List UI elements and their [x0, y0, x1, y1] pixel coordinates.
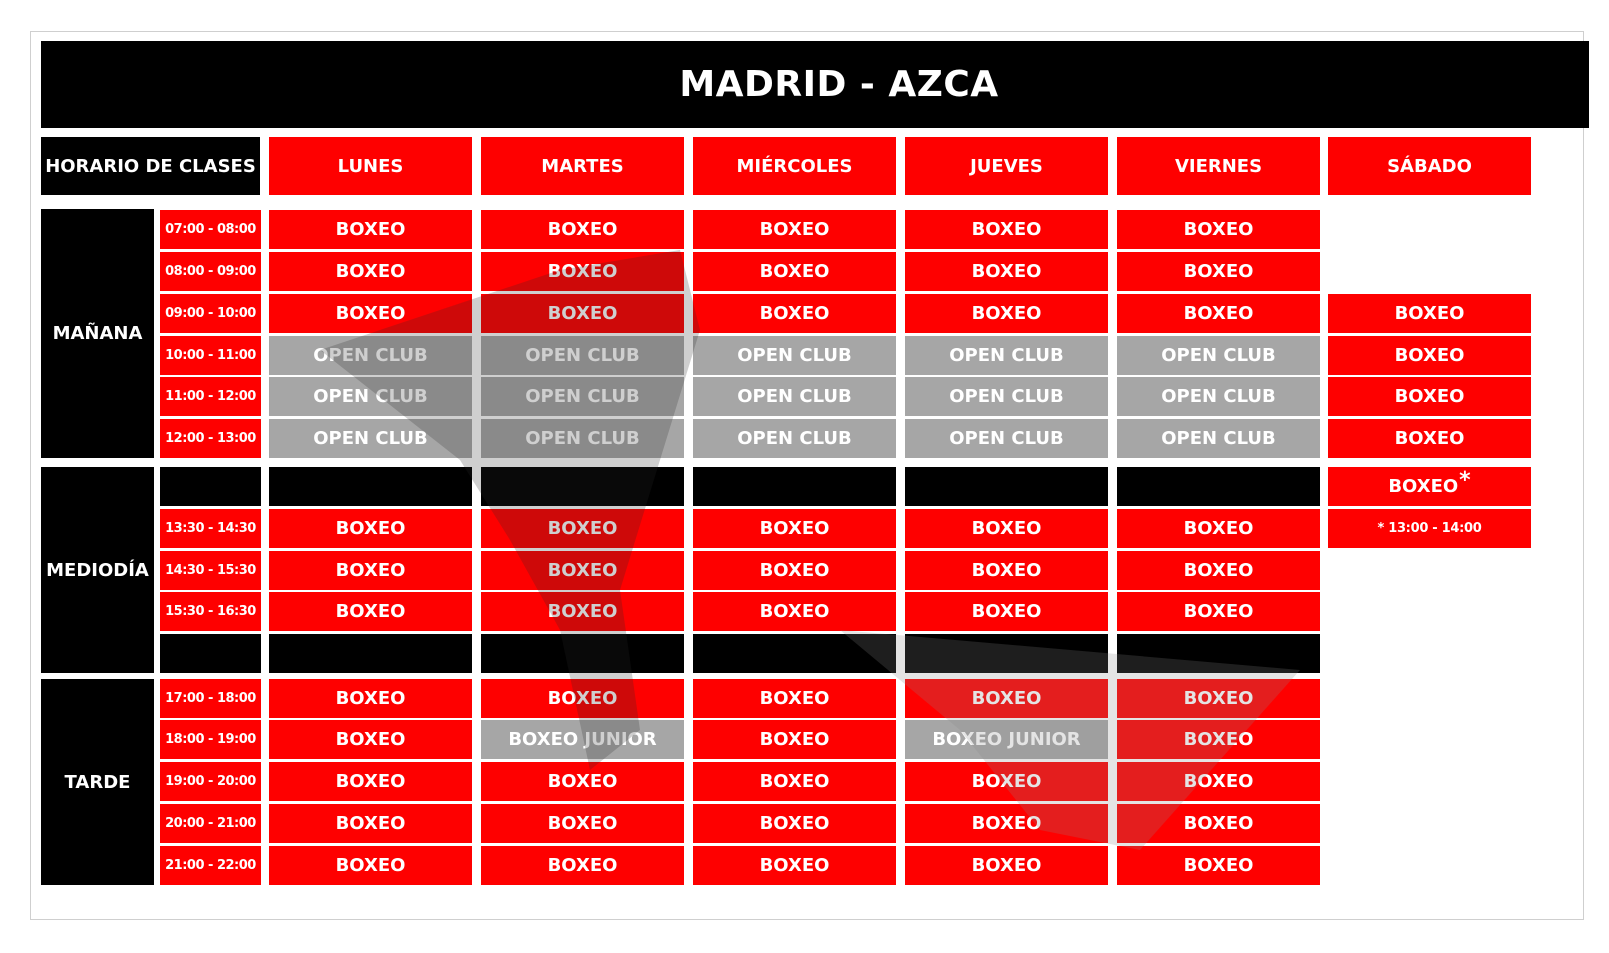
- time-slot: 21:00 - 22:00: [160, 846, 261, 885]
- class-cell: [1117, 720, 1320, 759]
- class-label: BOXEO: [1183, 303, 1254, 324]
- class-label: BOXEO: [1388, 476, 1459, 497]
- time-slot: 20:00 - 21:00: [160, 804, 261, 843]
- class-label: BOXEO: [1183, 261, 1254, 282]
- class-cell: [905, 592, 1108, 631]
- class-label: BOXEO: [335, 518, 406, 539]
- class-label: OPEN CLUB: [737, 428, 852, 449]
- class-label: OPEN CLUB: [313, 428, 428, 449]
- class-label: BOXEO: [759, 771, 830, 792]
- class-cell: [905, 846, 1108, 885]
- class-cell: [693, 509, 896, 548]
- class-cell: [905, 804, 1108, 843]
- class-cell: [1328, 377, 1531, 416]
- class-label: BOXEO: [1183, 729, 1254, 750]
- class-cell: [481, 252, 684, 291]
- divider-cell: [481, 467, 684, 506]
- time-slot: 09:00 - 10:00: [160, 294, 261, 333]
- time-slot: 14:30 - 15:30: [160, 551, 261, 590]
- class-label: BOXEO: [971, 771, 1042, 792]
- class-label: OPEN CLUB: [949, 428, 1064, 449]
- class-cell: [693, 252, 896, 291]
- class-cell: [693, 294, 896, 333]
- class-label: BOXEO: [971, 261, 1042, 282]
- class-label: BOXEO: [971, 303, 1042, 324]
- class-label: BOXEO: [759, 303, 830, 324]
- class-label: BOXEO: [971, 560, 1042, 581]
- time-slot: 08:00 - 09:00: [160, 252, 261, 291]
- class-cell: [1117, 846, 1320, 885]
- class-label: BOXEO: [1183, 771, 1254, 792]
- class-label: BOXEO: [335, 601, 406, 622]
- time-slot: 10:00 - 11:00: [160, 336, 261, 375]
- class-cell: [1328, 294, 1531, 333]
- class-label: BOXEO: [971, 855, 1042, 876]
- class-cell: [269, 294, 472, 333]
- period-manana: MAÑANA: [41, 209, 154, 458]
- class-label: BOXEO JUNIOR: [932, 729, 1081, 750]
- divider-cell: [693, 467, 896, 506]
- class-cell: [1328, 336, 1531, 375]
- period-mediodia: MEDIODÍA: [41, 467, 154, 673]
- time-slot: 15:30 - 16:30: [160, 592, 261, 631]
- class-label: BOXEO: [547, 219, 618, 240]
- class-label: BOXEO: [335, 771, 406, 792]
- class-label: OPEN CLUB: [949, 386, 1064, 407]
- divider-cell: [693, 634, 896, 673]
- class-cell: [481, 294, 684, 333]
- class-label: BOXEO: [971, 518, 1042, 539]
- class-label: OPEN CLUB: [313, 386, 428, 407]
- title-bar: [41, 41, 1589, 128]
- class-cell: [1117, 679, 1320, 718]
- class-label: BOXEO: [971, 813, 1042, 834]
- class-label: BOXEO: [1183, 219, 1254, 240]
- class-label: OPEN CLUB: [1161, 428, 1276, 449]
- time-slot: 07:00 - 08:00: [160, 210, 261, 249]
- time-slot: 13:30 - 14:30: [160, 509, 261, 548]
- saturday-note: * 13:00 - 14:00: [1328, 509, 1531, 548]
- divider-cell: [905, 634, 1108, 673]
- class-label: BOXEO: [547, 855, 618, 876]
- class-label: OPEN CLUB: [1161, 345, 1276, 366]
- day-header-4: VIERNES: [1117, 137, 1320, 195]
- class-cell: [905, 377, 1108, 416]
- class-cell: [481, 762, 684, 801]
- time-slot: 11:00 - 12:00: [160, 377, 261, 416]
- class-cell: [269, 336, 472, 375]
- class-cell: [1117, 294, 1320, 333]
- class-cell: [269, 804, 472, 843]
- day-header-5: SÁBADO: [1328, 137, 1531, 195]
- period-tarde: TARDE: [41, 679, 154, 885]
- class-cell: [269, 419, 472, 458]
- class-label: OPEN CLUB: [525, 345, 640, 366]
- class-cell: [1117, 252, 1320, 291]
- class-label: BOXEO: [1394, 428, 1465, 449]
- class-label: BOXEO: [759, 729, 830, 750]
- class-cell: [1117, 336, 1320, 375]
- class-label: BOXEO: [547, 601, 618, 622]
- class-cell: [481, 419, 684, 458]
- class-cell: [481, 377, 684, 416]
- class-cell: [481, 679, 684, 718]
- class-cell: [905, 509, 1108, 548]
- class-cell: [1117, 509, 1320, 548]
- class-label: BOXEO: [335, 219, 406, 240]
- schedule-header-label: HORARIO DE CLASES: [41, 137, 260, 195]
- class-label: BOXEO: [971, 601, 1042, 622]
- class-label: BOXEO: [547, 688, 618, 709]
- class-cell: [905, 210, 1108, 249]
- class-cell: [905, 294, 1108, 333]
- class-label: BOXEO: [759, 518, 830, 539]
- day-header-0: LUNES: [269, 137, 472, 195]
- time-slot: 17:00 - 18:00: [160, 679, 261, 718]
- class-label: BOXEO: [1183, 688, 1254, 709]
- divider-cell: [905, 467, 1108, 506]
- class-cell: [269, 377, 472, 416]
- day-header-3: JUEVES: [905, 137, 1108, 195]
- class-label: BOXEO: [759, 219, 830, 240]
- class-label: OPEN CLUB: [525, 386, 640, 407]
- class-cell: [1117, 551, 1320, 590]
- class-cell: [1117, 762, 1320, 801]
- class-cell: [269, 210, 472, 249]
- class-cell: [693, 846, 896, 885]
- class-cell: [693, 419, 896, 458]
- time-slot: 12:00 - 13:00: [160, 419, 261, 458]
- class-label: BOXEO: [759, 813, 830, 834]
- divider-cell: [269, 634, 472, 673]
- class-label: OPEN CLUB: [737, 345, 852, 366]
- class-label: BOXEO: [335, 729, 406, 750]
- class-label: BOXEO: [1183, 813, 1254, 834]
- page-title: MADRID - AZCA: [679, 64, 999, 105]
- class-cell: [481, 720, 684, 759]
- day-header-2: MIÉRCOLES: [693, 137, 896, 195]
- divider-slot: [160, 467, 261, 506]
- class-cell: [693, 377, 896, 416]
- class-label: BOXEO: [547, 261, 618, 282]
- class-cell: [269, 551, 472, 590]
- class-cell: [269, 762, 472, 801]
- divider-slot: [160, 634, 261, 673]
- divider-cell: [481, 634, 684, 673]
- class-cell: [693, 210, 896, 249]
- class-label: BOXEO: [1394, 303, 1465, 324]
- class-label: BOXEO JUNIOR: [508, 729, 657, 750]
- class-cell: [269, 679, 472, 718]
- class-label: BOXEO: [547, 771, 618, 792]
- time-slot: 19:00 - 20:00: [160, 762, 261, 801]
- class-label: BOXEO: [547, 518, 618, 539]
- divider-cell: [1117, 467, 1320, 506]
- class-cell: [481, 592, 684, 631]
- class-cell: [693, 679, 896, 718]
- class-label: BOXEO: [335, 813, 406, 834]
- class-cell: [269, 252, 472, 291]
- class-label: BOXEO: [1183, 855, 1254, 876]
- class-cell: [269, 592, 472, 631]
- class-cell: [905, 252, 1108, 291]
- class-cell: [693, 720, 896, 759]
- class-label: BOXEO: [1183, 601, 1254, 622]
- class-label: OPEN CLUB: [313, 345, 428, 366]
- class-cell: [269, 509, 472, 548]
- class-label: BOXEO: [759, 855, 830, 876]
- class-cell: [905, 679, 1108, 718]
- divider-cell: [269, 467, 472, 506]
- class-cell: [481, 210, 684, 249]
- class-cell: [1117, 377, 1320, 416]
- class-cell: [481, 804, 684, 843]
- class-cell: [693, 762, 896, 801]
- class-label: BOXEO: [547, 560, 618, 581]
- class-label: BOXEO: [547, 813, 618, 834]
- class-cell: [1117, 804, 1320, 843]
- class-cell: [1328, 467, 1531, 506]
- class-cell: [905, 336, 1108, 375]
- class-cell: [905, 720, 1108, 759]
- class-cell: [905, 762, 1108, 801]
- class-label: OPEN CLUB: [737, 386, 852, 407]
- class-cell: [905, 551, 1108, 590]
- class-cell: [269, 846, 472, 885]
- class-label: BOXEO: [335, 560, 406, 581]
- class-label: BOXEO: [759, 688, 830, 709]
- class-label: BOXEO: [1183, 518, 1254, 539]
- class-label: BOXEO: [335, 688, 406, 709]
- class-cell: [1328, 419, 1531, 458]
- class-label: BOXEO: [759, 601, 830, 622]
- class-cell: [1117, 210, 1320, 249]
- class-label: BOXEO: [1394, 345, 1465, 366]
- day-header-1: MARTES: [481, 137, 684, 195]
- class-cell: [1117, 592, 1320, 631]
- class-cell: [269, 720, 472, 759]
- class-label: BOXEO: [335, 261, 406, 282]
- class-cell: [693, 336, 896, 375]
- class-cell: [481, 336, 684, 375]
- class-cell: [693, 592, 896, 631]
- class-cell: [905, 419, 1108, 458]
- class-label: BOXEO: [1183, 560, 1254, 581]
- class-label: BOXEO: [759, 560, 830, 581]
- class-cell: [481, 551, 684, 590]
- class-cell: [693, 804, 896, 843]
- time-slot: 18:00 - 19:00: [160, 720, 261, 759]
- class-label: OPEN CLUB: [1161, 386, 1276, 407]
- class-cell: [481, 509, 684, 548]
- class-label: BOXEO: [971, 219, 1042, 240]
- class-label: BOXEO: [335, 303, 406, 324]
- class-label: OPEN CLUB: [525, 428, 640, 449]
- class-label: BOXEO: [1394, 386, 1465, 407]
- asterisk-mark: *: [1459, 468, 1471, 493]
- class-label: BOXEO: [547, 303, 618, 324]
- class-label: BOXEO: [335, 855, 406, 876]
- class-cell: [1117, 419, 1320, 458]
- class-cell: [693, 551, 896, 590]
- class-label: BOXEO: [759, 261, 830, 282]
- divider-cell: [1117, 634, 1320, 673]
- class-label: BOXEO: [971, 688, 1042, 709]
- class-cell: [481, 846, 684, 885]
- class-label: OPEN CLUB: [949, 345, 1064, 366]
